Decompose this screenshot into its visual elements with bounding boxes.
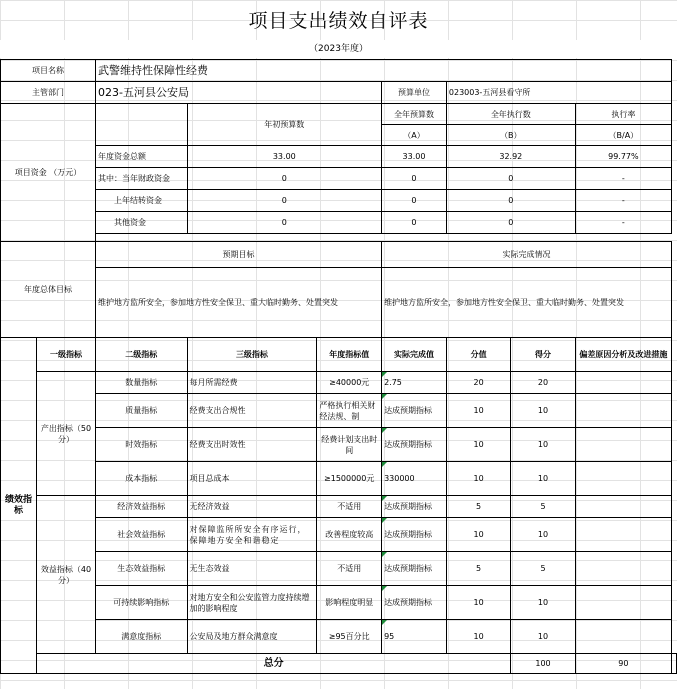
header-reason: 偏差原因分析及改进措施 [575,338,671,372]
indicator-full: 20 [446,372,510,394]
indicator-full: 10 [446,620,510,654]
indicator-reason [575,552,671,586]
evaluation-table [0,59,677,674]
funds-row-initial: 33.00 [187,146,382,168]
header-score: 得分 [511,338,575,372]
total-reason [672,654,677,674]
project-name-row [1,60,677,82]
indicator-l2: 可持续影响指标 [96,586,188,620]
indicator-reason [575,620,671,654]
dept-label: 主管部门 [1,82,96,104]
goals-label: 年度总体目标 [1,242,96,338]
indicator-reason [575,394,671,428]
indicator-l3: 公安局及地方群众满意度 [187,620,317,654]
indicator-target: ≥40000元 [317,372,382,394]
indicator-l2: 经济效益指标 [96,496,188,518]
benefit-indicator-label: 效益指标（40分） [37,496,96,654]
header-level1: 一级指标 [37,338,96,372]
funds-row-total [1,146,677,168]
funds-row-exec: 0 [446,190,575,212]
funds-row-current [1,168,677,190]
funds-row-name: 其他资金 [96,212,188,234]
indicator-l3: 无生态效益 [187,552,317,586]
indicator-row [1,518,677,552]
indicator-l3: 对地方安全和公安监管力度持续增加的影响程度 [187,586,317,620]
indicator-actual: 2.75 [382,372,447,394]
indicator-actual: 达成预期指标 [382,552,447,586]
funds-row-rate: - [575,168,671,190]
indicator-l2: 社会效益指标 [96,518,188,552]
indicator-score: 20 [511,372,575,394]
indicator-score: 10 [511,586,575,620]
funds-row-exec: 32.92 [446,146,575,168]
indicator-reason [575,372,671,394]
funds-row-annual: 0 [382,190,447,212]
header-initial-budget: 年初预算数 [187,104,382,146]
funds-row-name: 上年结转资金 [96,190,188,212]
indicator-reason [575,518,671,552]
funds-row-initial: 0 [187,168,382,190]
indicator-actual: 达成预期指标 [382,518,447,552]
funds-row-annual: 33.00 [382,146,447,168]
header-rate-sub: （B/A） [575,125,671,146]
indicator-full: 10 [446,462,510,496]
indicator-l3: 每月所需经费 [187,372,317,394]
header-exec: 全年执行数 [446,104,575,125]
indicator-score: 10 [511,462,575,496]
year-subtitle: （2023年度） [0,40,677,58]
funds-row-initial: 0 [187,190,382,212]
indicator-row [1,586,677,620]
funds-header-row-1 [1,104,677,125]
indicator-reason [575,496,671,518]
funds-row-exec: 0 [446,212,575,234]
goals-content-row [1,268,677,338]
indicator-l3: 无经济效益 [187,496,317,518]
indicator-l2: 生态效益指标 [96,552,188,586]
indicator-score: 10 [511,428,575,462]
indicator-score: 5 [511,552,575,586]
indicator-target: 改善程度较高 [317,518,382,552]
unit-value: 023003-五河县看守所 [446,82,671,104]
indicator-score: 5 [511,496,575,518]
indicator-l2: 满意度指标 [96,620,188,654]
expected-goal-header: 预期目标 [96,242,382,268]
project-name-label: 项目名称 [1,60,96,82]
indicator-row [1,462,677,496]
indicator-l2: 时效指标 [96,428,188,462]
output-indicator-label: 产出指标（50分） [37,372,96,496]
indicators-group-label: 绩效指标 [1,338,37,674]
header-actual: 实际完成值 [382,338,447,372]
indicator-target: ≥95百分比 [317,620,382,654]
indicator-actual: 达成预期指标 [382,496,447,518]
indicator-actual: 达成预期指标 [382,394,447,428]
actual-goal-text: 维护地方监所安全，参加地方性安全保卫、重大临时勤务、处置突发 [382,268,672,338]
indicator-reason [575,586,671,620]
funds-row-other [1,212,677,234]
indicator-l3: 对保障监所所安全有序运行，保障地方安全和谐稳定 [187,518,317,552]
header-target: 年度指标值 [317,338,382,372]
indicator-full: 10 [446,394,510,428]
indicator-target: 严格执行相关财经法规、制 [317,394,382,428]
header-full-score: 分值 [446,338,510,372]
indicator-row [1,428,677,462]
actual-goal-header: 实际完成情况 [382,242,672,268]
indicator-target: 不适用 [317,552,382,586]
total-label: 总分 [37,654,511,674]
indicator-l3: 项目总成本 [187,462,317,496]
dept-value: 023-五河县公安局 [96,82,382,104]
indicator-score: 10 [511,620,575,654]
funds-row-initial: 0 [187,212,382,234]
header-annual-budget: 全年预算数 [382,104,447,125]
indicator-target: 经费计划支出时间 [317,428,382,462]
indicator-reason [575,428,671,462]
indicator-actual: 95 [382,620,447,654]
indicator-l2: 数量指标 [96,372,188,394]
indicator-score: 10 [511,518,575,552]
indicator-full: 10 [446,518,510,552]
indicator-l2: 质量指标 [96,394,188,428]
dept-row [1,82,677,104]
funds-row-rate: 99.77% [575,146,671,168]
indicators-header-row [1,338,677,372]
goals-header-row [1,242,677,268]
indicator-actual: 达成预期指标 [382,586,447,620]
indicator-l3: 经费支出时效性 [187,428,317,462]
indicator-row [1,552,677,586]
indicator-full: 5 [446,496,510,518]
header-rate: 执行率 [575,104,671,125]
total-full: 100 [511,654,575,674]
indicator-actual: 达成预期指标 [382,428,447,462]
header-annual-sub: （A） [382,125,447,146]
funds-row-annual: 0 [382,212,447,234]
header-exec-sub: （B） [446,125,575,146]
indicator-reason [575,462,671,496]
expected-goal-text: 维护地方监所安全，参加地方性安全保卫、重大临时勤务、处置突发 [96,268,382,338]
header-level3: 三级指标 [187,338,317,372]
funds-row-name: 年度资金总额 [96,146,188,168]
indicator-row [1,496,677,518]
funds-row-rate: - [575,190,671,212]
funds-row-name: 其中：当年财政资金 [96,168,188,190]
funds-row-carryover [1,190,677,212]
indicator-row [1,372,677,394]
funds-row-rate: - [575,212,671,234]
header-level2: 二级指标 [96,338,188,372]
funds-spacer-row [1,234,677,242]
funds-row-annual: 0 [382,168,447,190]
indicator-target: ≥1500000元 [317,462,382,496]
unit-label: 预算单位 [382,82,447,104]
indicator-l3: 经费支出合规性 [187,394,317,428]
indicator-l2: 成本指标 [96,462,188,496]
indicator-actual: 330000 [382,462,447,496]
indicator-full: 10 [446,428,510,462]
total-row [1,654,677,674]
total-score: 90 [575,654,671,674]
indicator-target: 不适用 [317,496,382,518]
page-title: 项目支出绩效自评表 [248,10,429,32]
funds-header-blank [96,104,188,146]
indicator-target: 影响程度明显 [317,586,382,620]
funds-row-exec: 0 [446,168,575,190]
project-name-value: 武警维持性保障性经费 [96,60,672,82]
indicator-full: 10 [446,586,510,620]
indicator-score: 10 [511,394,575,428]
funds-label: 项目资金 （万元） [1,104,96,242]
indicator-row [1,394,677,428]
indicator-full: 5 [446,552,510,586]
indicator-row [1,620,677,654]
